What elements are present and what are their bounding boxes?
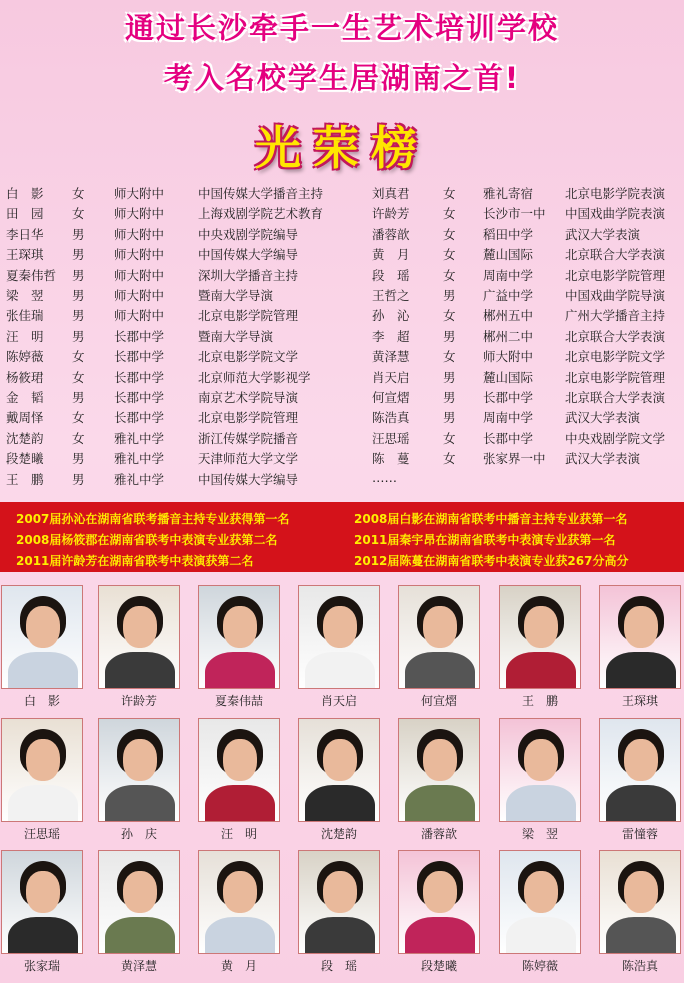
photo-caption: 王琛琪 bbox=[621, 694, 658, 708]
roster-gender: 女 bbox=[72, 186, 85, 201]
roster-name: 李 超 bbox=[372, 328, 410, 344]
roster-name: 白 影 bbox=[6, 186, 44, 201]
roster-row bbox=[0, 449, 684, 469]
roster-admission: 北京电影学院文学 bbox=[565, 349, 666, 365]
photo-caption: 张家瑞 bbox=[23, 959, 60, 973]
student-photo-card bbox=[499, 718, 581, 841]
roster-school: 师大附中 bbox=[114, 226, 165, 242]
portrait-shape bbox=[323, 606, 357, 648]
roster-admission: 武汉大学表演 bbox=[565, 451, 641, 467]
photo-caption: 汪思瑶 bbox=[23, 827, 60, 841]
student-portrait bbox=[198, 850, 280, 954]
photo-caption: 王 鹏 bbox=[521, 694, 558, 708]
award-item: 2008届白影在湖南省联考中播音主持专业获第一名 bbox=[354, 512, 628, 526]
student-portrait bbox=[198, 718, 280, 822]
photo-caption: 雷憧蓉 bbox=[621, 827, 658, 841]
roster-admission: 中国传媒大学编导 bbox=[198, 471, 299, 487]
roster-school: 郴州五中 bbox=[483, 308, 534, 324]
roster-name: 黄泽慧 bbox=[372, 349, 410, 365]
roster-admission: 北京联合大学表演 bbox=[565, 390, 666, 405]
portrait-shape bbox=[524, 871, 558, 913]
roster-gender: 女 bbox=[443, 247, 456, 263]
honor-roll-title: 光荣榜 bbox=[255, 121, 429, 175]
roster-admission: 中国戏曲学院导演 bbox=[565, 288, 666, 303]
poster-header bbox=[0, 0, 684, 175]
student-photo-card bbox=[1, 718, 83, 841]
portrait-shape bbox=[205, 785, 275, 822]
photo-caption: 黄 月 bbox=[220, 959, 257, 973]
roster-school: 师大附中 bbox=[114, 308, 165, 324]
portrait-shape bbox=[624, 871, 658, 913]
roster-admission: 北京电影学院表演 bbox=[565, 186, 666, 201]
roster-gender: 女 bbox=[72, 349, 85, 365]
portrait-shape bbox=[8, 785, 78, 822]
roster-admission: 暨南大学导演 bbox=[198, 288, 274, 303]
roster-name: 许龄芳 bbox=[372, 206, 410, 222]
student-photo-card bbox=[398, 718, 480, 841]
student-portrait bbox=[499, 850, 581, 954]
awards-banner bbox=[0, 502, 684, 572]
student-portrait bbox=[1, 850, 83, 954]
portrait-shape bbox=[606, 917, 676, 954]
roster-admission: 中国传媒大学播音主持 bbox=[198, 186, 324, 201]
portrait-shape bbox=[624, 739, 658, 781]
roster-school: 师大附中 bbox=[483, 349, 534, 365]
roster-name: 肖天启 bbox=[372, 369, 410, 385]
award-item: 2011届秦宇昂在湖南省联考中表演专业获第一名 bbox=[354, 533, 616, 547]
photo-caption: 许龄芳 bbox=[120, 694, 157, 708]
roster-name: 黄 月 bbox=[372, 247, 410, 263]
roster-admission: 中央戏剧学院编导 bbox=[198, 226, 299, 242]
roster-row bbox=[0, 347, 684, 367]
roster-row bbox=[0, 388, 684, 408]
headline-line-2: 考入名校学生居湖南之首! bbox=[163, 61, 521, 95]
roster-school: 师大附中 bbox=[114, 267, 165, 283]
student-photo-card bbox=[1, 850, 83, 973]
award-item: 2011届许龄芳在湖南省联考中表演获第二名 bbox=[16, 554, 254, 568]
portrait-shape bbox=[26, 871, 60, 913]
student-portrait bbox=[398, 718, 480, 822]
roster-admission: 北京师范大学影视学 bbox=[198, 369, 311, 385]
roster-school: 长郡中学 bbox=[114, 369, 165, 385]
photo-caption: 何宣熠 bbox=[420, 694, 457, 708]
headline-line-1: 通过长沙牵手一生艺术培训学校 bbox=[124, 11, 559, 45]
portrait-shape bbox=[405, 652, 475, 689]
roster-admission: 暨南大学导演 bbox=[198, 328, 274, 344]
roster-gender: 女 bbox=[443, 451, 456, 467]
student-photo-card bbox=[599, 585, 681, 708]
student-photo-grid bbox=[0, 585, 684, 983]
roster-school: 长郡中学 bbox=[114, 349, 165, 365]
roster-row bbox=[0, 408, 684, 428]
student-photo-card bbox=[98, 585, 180, 708]
roster-gender: 男 bbox=[72, 328, 85, 344]
roster-admission: 中央戏剧学院文学 bbox=[565, 430, 666, 446]
portrait-shape bbox=[105, 652, 175, 689]
roster-row bbox=[0, 368, 684, 388]
roster-gender: 男 bbox=[72, 288, 85, 303]
roster-row bbox=[0, 245, 684, 265]
student-portrait bbox=[98, 718, 180, 822]
roster-school: 稻田中学 bbox=[483, 226, 534, 242]
roster-admission: 中国传媒大学编导 bbox=[198, 247, 299, 263]
roster-name: 汪思瑶 bbox=[372, 430, 410, 446]
roster-gender: 女 bbox=[72, 206, 85, 222]
portrait-shape bbox=[423, 739, 457, 781]
student-portrait bbox=[599, 585, 681, 689]
award-item: 2008届杨筱郡在湖南省联考中表演专业获第二名 bbox=[16, 533, 278, 547]
portrait-shape bbox=[105, 917, 175, 954]
student-portrait bbox=[298, 718, 380, 822]
roster-gender: 女 bbox=[443, 206, 456, 222]
roster-gender: 女 bbox=[443, 267, 456, 283]
photo-caption: 肖天启 bbox=[320, 694, 357, 708]
roster-school: 长郡中学 bbox=[114, 390, 165, 405]
photo-caption: 段楚曦 bbox=[420, 959, 457, 973]
roster-school: 周南中学 bbox=[483, 410, 534, 426]
roster-admission: 深圳大学播音主持 bbox=[198, 267, 299, 283]
roster-gender: 男 bbox=[72, 451, 85, 467]
portrait-shape bbox=[205, 917, 275, 954]
roster-school: 郴州二中 bbox=[483, 328, 534, 344]
student-photo-card bbox=[398, 850, 480, 973]
student-photo-card bbox=[198, 585, 280, 708]
roster-school: 雅礼寄宿 bbox=[483, 186, 534, 201]
roster-gender: 女 bbox=[72, 369, 85, 385]
student-portrait bbox=[298, 585, 380, 689]
student-portrait bbox=[98, 850, 180, 954]
photo-caption: 夏秦伟喆 bbox=[214, 694, 263, 708]
roster-gender: 男 bbox=[72, 226, 85, 242]
roster-gender: 女 bbox=[443, 226, 456, 242]
photo-caption: 段 瑶 bbox=[320, 959, 357, 973]
portrait-shape bbox=[624, 606, 658, 648]
roster-gender: 男 bbox=[443, 328, 456, 344]
roster-name: 田 园 bbox=[6, 206, 44, 222]
roster-name: 李日华 bbox=[6, 226, 44, 242]
student-photo-card bbox=[298, 850, 380, 973]
student-photo-card bbox=[98, 850, 180, 973]
roster-gender: 男 bbox=[443, 390, 456, 405]
roster-name: 梁 翌 bbox=[6, 288, 44, 303]
portrait-shape bbox=[323, 739, 357, 781]
roster-row bbox=[0, 470, 684, 490]
roster-admission: 北京电影学院文学 bbox=[198, 349, 299, 365]
student-portrait bbox=[198, 585, 280, 689]
award-item: 2007届孙沁在湖南省联考播音主持专业获得第一名 bbox=[16, 512, 290, 526]
portrait-shape bbox=[205, 652, 275, 689]
student-photo-card bbox=[198, 850, 280, 973]
roster-admission: 天津师范大学文学 bbox=[198, 451, 299, 467]
roster-gender: 男 bbox=[443, 288, 456, 303]
photo-caption: 沈楚韵 bbox=[320, 827, 357, 841]
roster-gender: 男 bbox=[443, 410, 456, 426]
roster-admission: 北京联合大学表演 bbox=[565, 328, 666, 344]
roster-school: 广益中学 bbox=[483, 288, 534, 303]
student-photo-card bbox=[499, 850, 581, 973]
student-photo-card bbox=[499, 585, 581, 708]
roster-gender: 男 bbox=[72, 267, 85, 283]
roster-name: 夏秦伟哲 bbox=[6, 267, 57, 283]
roster-admission: 北京电影学院管理 bbox=[565, 267, 666, 283]
portrait-shape bbox=[323, 871, 357, 913]
roster-gender: 男 bbox=[443, 369, 456, 385]
portrait-shape bbox=[8, 652, 78, 689]
roster-gender: 男 bbox=[72, 390, 85, 405]
roster-row bbox=[0, 184, 684, 204]
roster-admission: 上海戏剧学院艺术教育 bbox=[198, 206, 324, 222]
roster-gender: 男 bbox=[72, 247, 85, 263]
roster-name: 陈 蔓 bbox=[372, 451, 410, 467]
portrait-shape bbox=[506, 785, 576, 822]
student-portrait bbox=[499, 718, 581, 822]
student-portrait bbox=[599, 850, 681, 954]
roster-school: 长沙市一中 bbox=[483, 206, 546, 222]
student-portrait bbox=[98, 585, 180, 689]
portrait-shape bbox=[305, 652, 375, 689]
portrait-shape bbox=[606, 652, 676, 689]
portrait-shape bbox=[423, 871, 457, 913]
roster-name: 潘蓉歆 bbox=[372, 226, 410, 242]
roster-school: 张家界一中 bbox=[483, 451, 546, 467]
roster-row bbox=[0, 429, 684, 449]
roster-gender: 女 bbox=[72, 410, 85, 426]
roster-school: 周南中学 bbox=[483, 267, 534, 283]
roster-name: …… bbox=[372, 469, 397, 485]
photo-caption: 陈婷薇 bbox=[521, 959, 558, 973]
student-portrait bbox=[599, 718, 681, 822]
roster-school: 师大附中 bbox=[114, 186, 165, 201]
roster-school: 师大附中 bbox=[114, 288, 165, 303]
portrait-shape bbox=[123, 871, 157, 913]
roster-row bbox=[0, 204, 684, 224]
portrait-shape bbox=[405, 917, 475, 954]
roster-row bbox=[0, 225, 684, 245]
roster-school: 雅礼中学 bbox=[114, 451, 165, 467]
photo-caption: 梁 翌 bbox=[521, 827, 558, 841]
roster-school: 长郡中学 bbox=[114, 410, 165, 426]
roster-name: 金 韬 bbox=[6, 390, 44, 405]
portrait-shape bbox=[26, 606, 60, 648]
portrait-shape bbox=[305, 785, 375, 822]
roster-row bbox=[0, 306, 684, 326]
roster-school: 麓山国际 bbox=[483, 247, 534, 263]
roster-name: 孙 沁 bbox=[372, 308, 410, 324]
roster-admission: 北京电影学院管理 bbox=[198, 410, 299, 426]
roster-name: 陈婷薇 bbox=[6, 349, 44, 365]
roster-name: 陈浩真 bbox=[372, 410, 410, 426]
roster-name: 何宣熠 bbox=[372, 390, 410, 405]
portrait-shape bbox=[524, 739, 558, 781]
roster-name: 王哲之 bbox=[372, 288, 410, 303]
student-portrait bbox=[1, 718, 83, 822]
roster-admission: 北京电影学院管理 bbox=[198, 308, 299, 324]
roster-school: 师大附中 bbox=[114, 247, 165, 263]
portrait-shape bbox=[506, 652, 576, 689]
student-photo-card bbox=[198, 718, 280, 841]
portrait-shape bbox=[105, 785, 175, 822]
roster-admission: 浙江传媒学院播音 bbox=[198, 430, 299, 446]
student-photo-card bbox=[98, 718, 180, 841]
roster-name: 戴周怿 bbox=[6, 410, 44, 426]
student-portrait bbox=[499, 585, 581, 689]
roster-school: 雅礼中学 bbox=[114, 430, 165, 446]
roster-name: 段楚曦 bbox=[6, 451, 44, 467]
roster-name: 杨筱珺 bbox=[6, 369, 44, 385]
portrait-shape bbox=[606, 785, 676, 822]
roster-name: 刘真君 bbox=[372, 186, 410, 201]
portrait-shape bbox=[123, 606, 157, 648]
portrait-shape bbox=[506, 917, 576, 954]
roster-gender: 男 bbox=[72, 471, 85, 487]
photo-caption: 白 影 bbox=[23, 694, 60, 708]
roster-name: 汪 明 bbox=[6, 328, 44, 344]
roster-admission: 南京艺术学院导演 bbox=[198, 390, 299, 405]
portrait-shape bbox=[8, 917, 78, 954]
roster-row bbox=[0, 286, 684, 306]
portrait-shape bbox=[405, 785, 475, 822]
roster-row bbox=[0, 327, 684, 347]
roster-school: 长郡中学 bbox=[483, 390, 534, 405]
portrait-shape bbox=[223, 871, 257, 913]
student-portrait bbox=[1, 585, 83, 689]
roster-name: 张佳瑞 bbox=[6, 308, 44, 324]
roster-row bbox=[0, 266, 684, 286]
student-portrait bbox=[398, 850, 480, 954]
photo-caption: 陈浩真 bbox=[621, 959, 658, 973]
roster-name: 段 瑶 bbox=[372, 267, 410, 283]
student-photo-card bbox=[599, 850, 681, 973]
roster-school: 长郡中学 bbox=[114, 328, 165, 344]
roster-admission: 武汉大学表演 bbox=[565, 410, 641, 426]
roster-school: 师大附中 bbox=[114, 206, 165, 222]
roster-gender: 女 bbox=[443, 186, 456, 201]
student-photo-card bbox=[1, 585, 83, 708]
roster-name: 沈楚韵 bbox=[6, 430, 44, 446]
roster-gender: 女 bbox=[443, 349, 456, 365]
roster-gender: 男 bbox=[72, 308, 85, 324]
student-portrait bbox=[398, 585, 480, 689]
roster-admission: 广州大学播音主持 bbox=[565, 308, 666, 324]
roster-admission: 北京电影学院管理 bbox=[565, 369, 666, 385]
roster-admission: 北京联合大学表演 bbox=[565, 247, 666, 263]
portrait-shape bbox=[223, 739, 257, 781]
student-photo-card bbox=[599, 718, 681, 841]
roster-gender: 女 bbox=[443, 308, 456, 324]
student-portrait bbox=[298, 850, 380, 954]
photo-caption: 黄泽慧 bbox=[120, 959, 157, 973]
student-photo-card bbox=[398, 585, 480, 708]
portrait-shape bbox=[524, 606, 558, 648]
portrait-shape bbox=[223, 606, 257, 648]
student-photo-card bbox=[298, 718, 380, 841]
portrait-shape bbox=[423, 606, 457, 648]
roster-admission: 武汉大学表演 bbox=[565, 226, 641, 242]
portrait-shape bbox=[26, 739, 60, 781]
roster-gender: 女 bbox=[443, 430, 456, 446]
photo-caption: 汪 明 bbox=[220, 827, 257, 841]
portrait-shape bbox=[305, 917, 375, 954]
award-item: 2012届陈蔓在湖南省联考中表演专业获267分高分 bbox=[354, 554, 629, 568]
student-photo-card bbox=[298, 585, 380, 708]
photo-caption: 孙 庆 bbox=[120, 827, 157, 841]
roster-school: 长郡中学 bbox=[483, 430, 534, 446]
roster-school: 麓山国际 bbox=[483, 369, 534, 385]
roster-school: 雅礼中学 bbox=[114, 471, 165, 487]
roster-gender: 女 bbox=[72, 430, 85, 446]
roster-name: 王琛琪 bbox=[6, 247, 44, 263]
photo-caption: 潘蓉歆 bbox=[420, 827, 457, 841]
portrait-shape bbox=[123, 739, 157, 781]
roster-name: 王 鹏 bbox=[6, 471, 44, 487]
roster-admission: 中国戏曲学院表演 bbox=[565, 206, 666, 222]
